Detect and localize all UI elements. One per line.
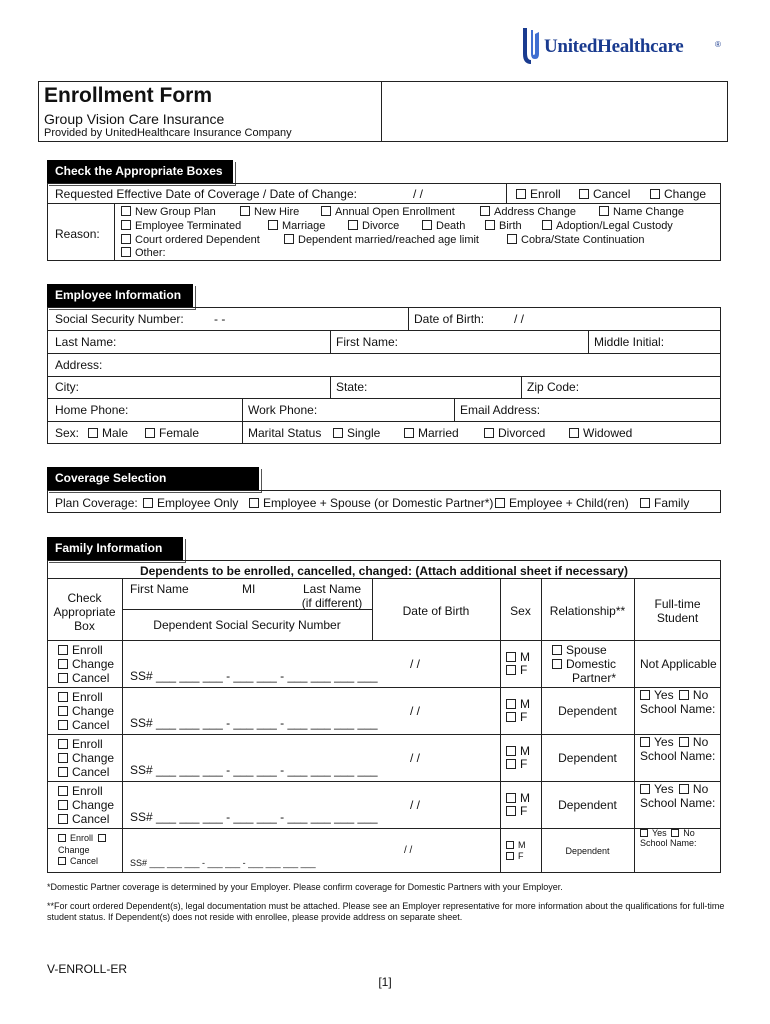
male-checkbox [88, 428, 98, 438]
coverage-employee-children[interactable]: Employee + Child(ren) [495, 496, 629, 510]
marital-label: Marital Status [248, 426, 322, 440]
provider-line: Provided by UnitedHealthcare Insurance Company [44, 127, 292, 139]
sex-female[interactable]: Female [145, 426, 199, 440]
zip-label: Zip Code: [527, 380, 580, 394]
row5-relationship: Dependent [565, 846, 610, 856]
address-label: Address: [55, 358, 103, 372]
row5-ssn[interactable]: SS# ___ ___ ___ - ___ ___ - ___ ___ ___ ___ [130, 858, 316, 868]
row2-dob[interactable]: / / [410, 704, 421, 718]
reason-new-hire[interactable]: New Hire [240, 206, 299, 219]
row4-ssn[interactable]: SS# ___ ___ ___ - ___ ___ - ___ ___ ___ ___ [130, 810, 378, 824]
first-name-label: First Name: [336, 335, 399, 349]
reason-birth[interactable]: Birth [485, 220, 522, 233]
brand-logo [517, 24, 722, 68]
enroll-checkbox[interactable] [516, 189, 526, 199]
row2-sex-m[interactable]: M [506, 697, 530, 711]
page-title: Enrollment Form [44, 84, 213, 107]
sex-label: Sex: [55, 426, 80, 440]
footnote-domestic-partner: *Domestic Partner coverage is determined by your Employer. Please confirm coverage for Domestic Partners with your Employer. [47, 882, 563, 892]
form-code: V-ENROLL-ER [47, 962, 128, 976]
action-change[interactable]: Change [650, 187, 706, 201]
uhc-logo-icon [517, 26, 543, 66]
work-phone-label: Work Phone: [248, 403, 318, 417]
dob-input[interactable]: / / [514, 312, 525, 326]
col-dob-header: Date of Birth [402, 604, 470, 618]
reason-address-change[interactable]: Address Change [480, 206, 576, 219]
action-enroll[interactable]: Enroll [516, 187, 561, 201]
row1-not-applicable: Not Applicable [640, 657, 717, 671]
footnote-court-ordered: **For court ordered Dependent(s), legal documentation must be attached. Please see an Employer representative for more information about the qualifications for full-time student status. If Dependent(s) does not reside with enrollee, please provide address on separate sheet. [47, 901, 725, 922]
row3-sex-m[interactable]: M [506, 744, 530, 758]
col-last-name-header: Last Name (if different) [301, 582, 363, 610]
col-mi-header: MI [242, 582, 256, 596]
female-checkbox [145, 428, 155, 438]
ssn-label: Social Security Number: [55, 312, 184, 326]
middle-initial-label: Middle Initial: [594, 335, 665, 349]
row5-sex-f[interactable]: F [506, 851, 524, 862]
family-instructions: Dependents to be enrolled, cancelled, changed: (Attach additional sheet if necessary) [139, 564, 629, 578]
row1-sex-m[interactable]: M [506, 650, 530, 664]
row1-enroll[interactable]: Enroll [58, 643, 103, 657]
change-checkbox[interactable] [650, 189, 660, 199]
row1-sex-f[interactable]: F [506, 663, 527, 677]
section-heading-employee: Employee Information [47, 284, 193, 307]
city-label: City: [55, 380, 79, 394]
reason-other[interactable]: Other: [121, 247, 166, 260]
row1-cancel[interactable]: Cancel [58, 671, 109, 685]
row5-cancel[interactable]: Cancel [58, 856, 98, 867]
row1-rel-spouse[interactable]: Spouse [552, 643, 607, 657]
reason-new-group-plan[interactable]: New Group Plan [121, 206, 216, 219]
row4-change[interactable]: Change [58, 798, 114, 812]
home-phone-label: Home Phone: [55, 403, 129, 417]
effective-date-label: Requested Effective Date of Coverage / Date of Change: [55, 187, 357, 201]
row1-rel-partner-text: Partner* [572, 671, 617, 685]
email-label: Email Address: [460, 403, 541, 417]
coverage-employee-spouse[interactable]: Employee + Spouse (or Domestic Partner*) [249, 496, 493, 510]
col-relationship-header: Relationship** [549, 604, 626, 618]
col-sex-header: Sex [510, 604, 531, 618]
row1-ssn[interactable]: SS# ___ ___ ___ - ___ ___ - ___ ___ ___ ___ [130, 669, 378, 683]
reason-annual-open-enrollment[interactable]: Annual Open Enrollment [321, 206, 455, 219]
row2-enroll[interactable]: Enroll [58, 690, 103, 704]
state-label: State: [336, 380, 368, 394]
row3-ssn[interactable]: SS# ___ ___ ___ - ___ ___ - ___ ___ ___ ___ [130, 763, 378, 777]
row5-dob[interactable]: / / [404, 845, 413, 856]
cancel-checkbox[interactable] [579, 189, 589, 199]
reason-cobra[interactable]: Cobra/State Continuation [507, 234, 645, 247]
row4-relationship: Dependent [558, 798, 617, 812]
row4-cancel[interactable]: Cancel [58, 812, 109, 826]
row4-sex-m[interactable]: M [506, 791, 530, 805]
row1-rel-domestic[interactable]: Domestic [552, 657, 616, 671]
row3-change[interactable]: Change [58, 751, 114, 765]
row5-change[interactable]: Change [58, 845, 90, 855]
row4-sex-f[interactable]: F [506, 804, 527, 818]
reason-employee-terminated[interactable]: Employee Terminated [121, 220, 241, 233]
coverage-family[interactable]: Family [640, 496, 689, 510]
col-ssn-header: Dependent Social Security Number [153, 618, 341, 632]
row3-dob[interactable]: / / [410, 751, 421, 765]
row4-school-name: School Name: [640, 796, 716, 810]
row4-student[interactable]: Yes No [640, 782, 708, 796]
row3-enroll[interactable]: Enroll [58, 737, 103, 751]
row5-enroll[interactable]: Enroll [58, 833, 110, 844]
col-check-header: Check Appropriate Box [53, 591, 116, 633]
reason-adoption[interactable]: Adoption/Legal Custody [542, 220, 673, 233]
reason-name-change[interactable]: Name Change [599, 206, 684, 219]
row2-student[interactable]: Yes No [640, 688, 708, 702]
row4-dob[interactable]: / / [410, 798, 421, 812]
row3-relationship: Dependent [558, 751, 617, 765]
row2-cancel[interactable]: Cancel [58, 718, 109, 732]
reason-marriage[interactable]: Marriage [268, 220, 325, 233]
row2-sex-f[interactable]: F [506, 710, 527, 724]
marital-widowed[interactable]: Widowed [569, 426, 632, 440]
coverage-employee-only[interactable]: Employee Only [143, 496, 238, 510]
reason-dependent-married[interactable]: Dependent married/reached age limit [284, 234, 479, 247]
marital-single[interactable]: Single [333, 426, 380, 440]
brand-name: UnitedHealthcare [544, 36, 684, 57]
col-first-name-header: First Name [130, 582, 189, 596]
section-heading-check-boxes: Check the Appropriate Boxes [47, 160, 233, 183]
row5-sex-m[interactable]: M [506, 840, 526, 851]
plan-coverage-label: Plan Coverage: [55, 496, 138, 510]
action-cancel[interactable]: Cancel [579, 187, 630, 201]
row3-student[interactable]: Yes No [640, 735, 708, 749]
last-name-label: Last Name: [55, 335, 117, 349]
sex-male[interactable]: Male [88, 426, 128, 440]
page-subtitle: Group Vision Care Insurance [44, 111, 225, 127]
row3-school-name: School Name: [640, 749, 716, 763]
ssn-input[interactable]: - - [214, 312, 226, 326]
row2-ssn[interactable]: SS# ___ ___ ___ - ___ ___ - ___ ___ ___ ___ [130, 716, 378, 730]
row3-cancel[interactable]: Cancel [58, 765, 109, 779]
marital-divorced[interactable]: Divorced [484, 426, 545, 440]
reason-death[interactable]: Death [422, 220, 465, 233]
row1-change[interactable]: Change [58, 657, 114, 671]
dob-label: Date of Birth: [414, 312, 485, 326]
row2-relationship: Dependent [558, 704, 617, 718]
row4-enroll[interactable]: Enroll [58, 784, 103, 798]
row2-change[interactable]: Change [58, 704, 114, 718]
row3-sex-f[interactable]: F [506, 757, 527, 771]
page-number: [1] [378, 975, 392, 989]
section-heading-coverage: Coverage Selection [47, 467, 259, 490]
col-fulltime-header: Full-time Student [654, 597, 701, 625]
reason-label: Reason: [55, 227, 100, 241]
reason-divorce[interactable]: Divorce [348, 220, 399, 233]
brand-mark: ® [715, 40, 721, 49]
row5-school-name: School Name: [640, 838, 697, 848]
row5-student[interactable]: Yes No [640, 828, 695, 839]
marital-married[interactable]: Married [404, 426, 459, 440]
reason-court-ordered[interactable]: Court ordered Dependent [121, 234, 260, 247]
section-heading-family: Family Information [47, 537, 183, 560]
effective-date-input[interactable]: / / [413, 187, 424, 201]
row2-school-name: School Name: [640, 702, 716, 716]
row1-dob[interactable]: / / [410, 657, 421, 671]
